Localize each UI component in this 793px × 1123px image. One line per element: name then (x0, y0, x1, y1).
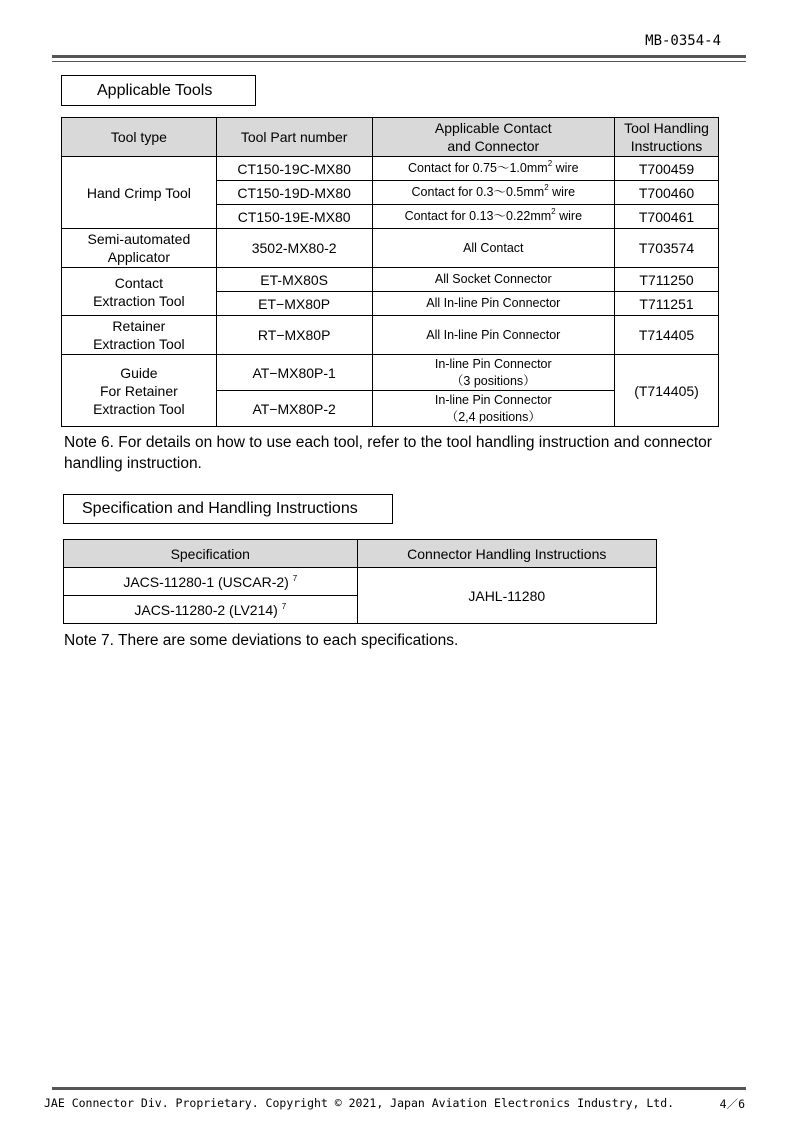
header-applicable: Applicable Contact and Connector (372, 118, 615, 157)
applicable-text-suffix: wire (548, 185, 576, 199)
superscript: 2 (547, 159, 553, 168)
applicable-cell: In-line Pin Connector （3 positions） (372, 355, 615, 391)
instruction-cell: (T714405) (615, 355, 719, 427)
part-number-cell: CT150-19C-MX80 (216, 157, 372, 181)
header-connector-instructions: Connector Handling Instructions (357, 540, 656, 568)
footnote-marker: 7 (292, 573, 298, 583)
applicable-cell: All Socket Connector (372, 268, 615, 292)
section-title-spec-text: Specification and Handling Instructions (82, 500, 358, 517)
instruction-cell: T711250 (615, 268, 719, 292)
page-number: 4／6 (719, 1097, 745, 1111)
applicable-cell (372, 181, 615, 205)
header-tool-type: Tool type (62, 118, 217, 157)
instruction-cell: T700460 (615, 181, 719, 205)
section-title-tools-text: Applicable Tools (97, 81, 213, 99)
part-number-cell: 3502-MX80-2 (216, 229, 372, 268)
tool-type-cell: Retainer Extraction Tool (62, 316, 217, 355)
instruction-cell: T703574 (615, 229, 719, 268)
applicable-cell: In-line Pin Connector （2,4 positions） (372, 391, 615, 427)
tool-type-cell: Semi-automated Applicator (62, 229, 217, 268)
note-7: Note 7. There are some deviations to each specifications. (64, 632, 459, 649)
part-number-cell: RT−MX80P (216, 316, 372, 355)
applicable-text-suffix: wire (555, 209, 583, 223)
part-number-cell: ET−MX80P (216, 292, 372, 316)
footer-copyright: JAE Connector Div. Proprietary. Copyright © 2021, Japan Aviation Electronics Industry, Ltd. (44, 1096, 675, 1110)
tool-type-cell: Guide For Retainer Extraction Tool (62, 355, 217, 427)
part-number-cell: AT−MX80P-2 (216, 391, 372, 427)
header-rule-thin (52, 61, 746, 62)
spec-table (63, 539, 657, 624)
header-rule-thick (52, 55, 746, 58)
applicable-text-suffix: wire (552, 161, 579, 175)
tools-table (61, 117, 719, 427)
spec-text: JACS-11280-2 (LV214) (134, 601, 278, 618)
part-number-cell: AT−MX80P-1 (216, 355, 372, 391)
applicable-cell: All In-line Pin Connector (372, 292, 615, 316)
instruction-cell: T700461 (615, 205, 719, 229)
header-part-number: Tool Part number (216, 118, 372, 157)
part-number-cell: CT150-19D-MX80 (216, 181, 372, 205)
footer-rule (52, 1087, 746, 1090)
section-title-tools (61, 75, 256, 106)
table-row (62, 157, 719, 181)
applicable-text: Contact for 0.13～0.22mm (404, 209, 552, 223)
footnote-marker: 7 (281, 601, 287, 611)
document-id: MB-0354-4 (645, 33, 721, 49)
spec-table-header (64, 540, 657, 568)
table-row (64, 568, 657, 596)
spec-text: JACS-11280-1 (USCAR-2) (123, 573, 289, 590)
header-specification: Specification (64, 540, 358, 568)
superscript: 2 (551, 207, 556, 216)
tool-type-cell: Hand Crimp Tool (62, 157, 217, 229)
applicable-cell (372, 157, 615, 181)
table-row (62, 229, 719, 268)
part-number-cell: ET-MX80S (216, 268, 372, 292)
table-row (62, 316, 719, 355)
instruction-cell: JAHL-11280 (357, 568, 656, 624)
spec-cell (64, 596, 358, 624)
table-row (62, 355, 719, 391)
applicable-cell: All Contact (372, 229, 615, 268)
table-row (62, 268, 719, 292)
applicable-text: Contact for 0.75～1.0mm (408, 161, 548, 175)
section-title-spec (63, 494, 393, 524)
part-number-cell: CT150-19E-MX80 (216, 205, 372, 229)
spec-cell (64, 568, 358, 596)
applicable-cell (372, 205, 615, 229)
applicable-text: Contact for 0.3～0.5mm (411, 185, 545, 199)
note-6: Note 6. For details on how to use each tool, refer to the tool handling instruction and connector handling instruction. (64, 434, 712, 472)
header-instructions: Tool Handling Instructions (615, 118, 719, 157)
instruction-cell: T714405 (615, 316, 719, 355)
instruction-cell: T711251 (615, 292, 719, 316)
applicable-cell: All In-line Pin Connector (372, 316, 615, 355)
superscript: 2 (544, 183, 549, 192)
tools-table-header (62, 118, 719, 157)
tool-type-cell: Contact Extraction Tool (62, 268, 217, 316)
instruction-cell: T700459 (615, 157, 719, 181)
